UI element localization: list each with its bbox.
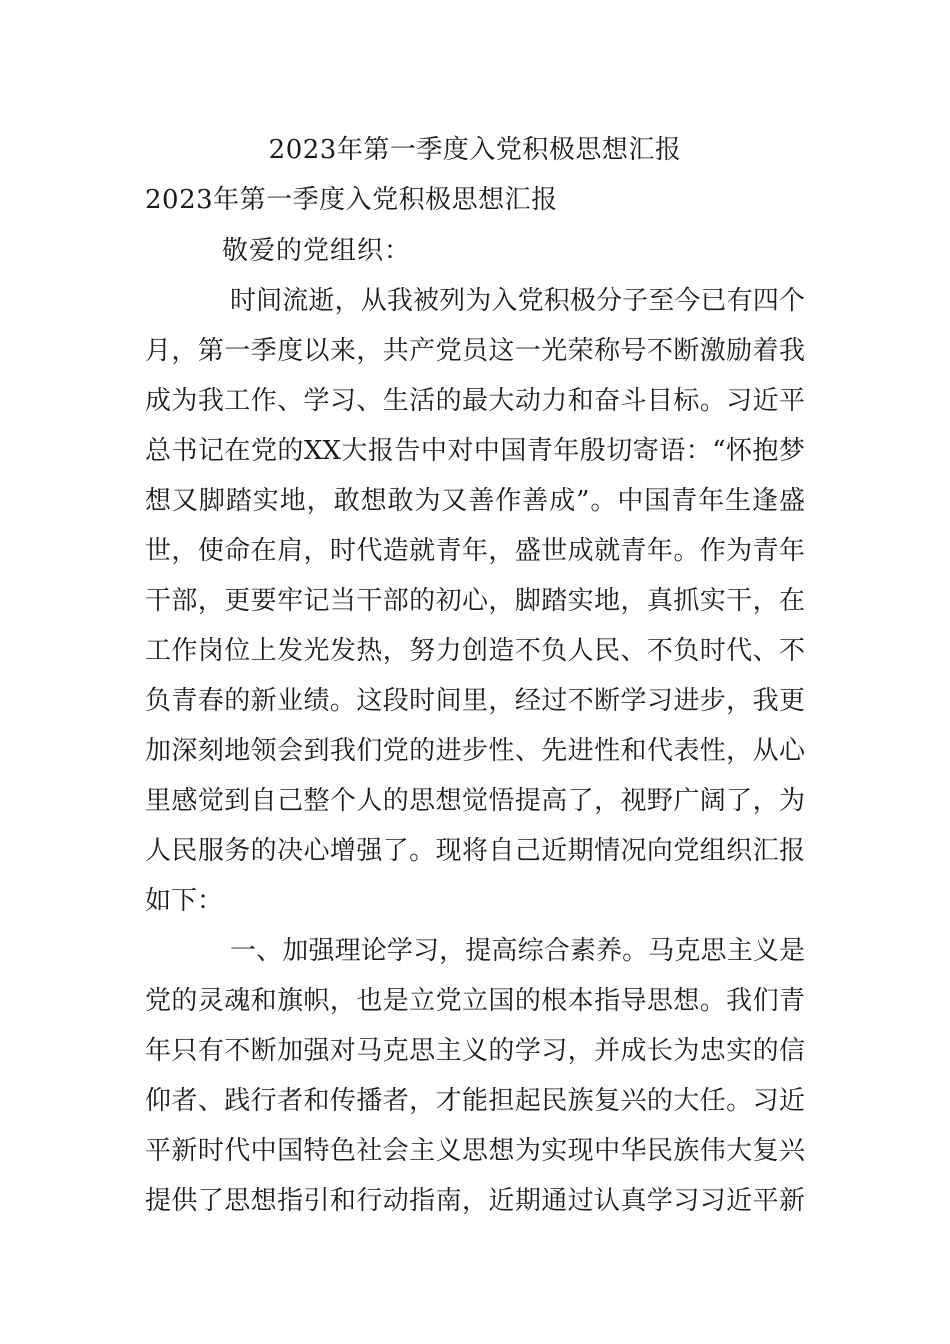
paragraph-line: 负青春的新业绩。这段时间里，经过不断学习进步，我更 [145,686,805,716]
paragraph-line: 年只有不断加强对马克思主义的学习，并成长为忠实的信 [145,1036,805,1066]
paragraph-line: 平新时代中国特色社会主义思想为实现中华民族伟大复兴 [145,1136,805,1166]
paragraph-line: 时间流逝，从我被列为入党积极分子至今已有四个 [230,286,805,316]
paragraph-line: 月，第一季度以来，共产党员这一光荣称号不断激励着我 [145,336,805,366]
paragraph-line: 世，使命在肩，时代造就青年，盛世成就青年。作为青年 [145,536,805,566]
paragraph-line: 工作岗位上发光发热，努力创造不负人民、不负时代、不 [145,636,805,666]
paragraph-line: 人民服务的决心增强了。现将自己近期情况向党组织汇报 [145,836,805,866]
paragraph-line: 如下： [145,886,224,916]
paragraph-line: 总书记在党的XX大报告中对中国青年殷切寄语：“怀抱梦 [145,436,805,466]
paragraph-line: 提供了思想指引和行动指南，近期通过认真学习习近平新 [145,1186,805,1216]
salutation: 敬爱的党组织： [222,236,412,266]
paragraph-line: 仰者、践行者和传播者，才能担起民族复兴的大任。习近 [145,1086,805,1116]
paragraph-line: 想又脚踏实地，敢想敢为又善作善成”。中国青年生逢盛 [145,486,805,516]
paragraph-line: 里感觉到自己整个人的思想觉悟提高了，视野广阔了，为 [145,786,805,816]
paragraph-line: 成为我工作、学习、生活的最大动力和奋斗目标。习近平 [145,386,805,416]
paragraph-line: 党的灵魂和旗帜，也是立党立国的根本指导思想。我们青 [145,986,805,1016]
paragraph-line: 加深刻地领会到我们党的进步性、先进性和代表性，从心 [145,736,805,766]
document-title: 2023年第一季度入党积极思想汇报 [268,135,682,165]
paragraph-line: 干部，更要牢记当干部的初心，脚踏实地，真抓实干，在 [145,586,805,616]
paragraph-line: 一、加强理论学习，提高综合素养。马克思主义是 [230,936,805,966]
document-subtitle: 2023年第一季度入党积极思想汇报 [145,185,558,215]
